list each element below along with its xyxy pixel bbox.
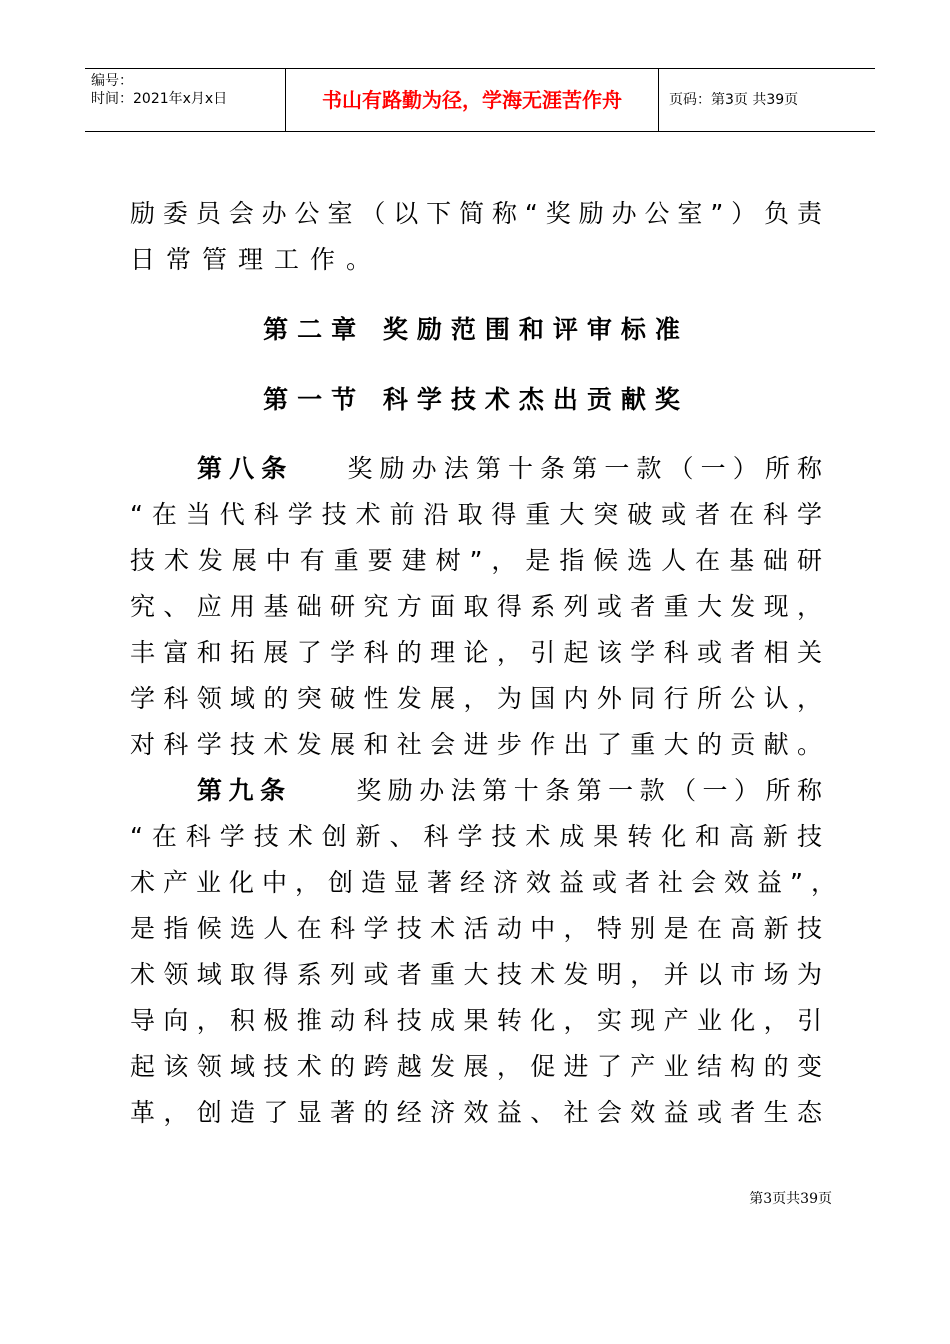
page-footer: 第3页共39页 [749,1191,832,1207]
paragraph-line: “在当代科学技术前沿取得重大突破或者在科学 [130,500,822,529]
header-page-info: 页码：第3页 共39页 [669,92,799,108]
paragraph-line: “在科学技术创新、科学技术成果转化和高新技 [130,822,822,851]
paragraph-line: 励委员会办公室（以下简称“奖励办公室”）负责 [130,199,822,228]
paragraph-line: 术领域取得系列或者重大技术发明，并以市场为 [130,960,822,989]
chapter-title: 第二章 奖励范围和评审标准 [263,315,689,344]
document-number-label: 编号： [91,73,133,89]
paragraph-line: 技术发展中有重要建树”，是指候选人在基础研 [130,546,822,575]
paragraph-line: 术产业化中，创造显著经济效益或者社会效益”， [130,868,836,897]
paragraph-line: 日常管理工作。 [130,245,383,274]
paragraph-line: 学科领域的突破性发展，为国内外同行所公认， [130,684,822,713]
paragraph-line: 丰富和拓展了学科的理论，引起该学科或者相关 [130,638,822,667]
paragraph-line: 是指候选人在科学技术活动中，特别是在高新技 [130,914,822,943]
article-label: 第八条 [197,454,294,483]
article-text: 奖励办法第十条第一款（一）所称 [347,454,822,483]
article-text: 奖励办法第十条第一款（一）所称 [356,776,822,805]
header-divider [658,69,659,131]
article-first-line [130,446,822,492]
article-first-line [130,768,822,814]
article-9 [130,768,836,1136]
paragraph-line: 对科学技术发展和社会进步作出了重大的贡献。 [130,730,822,759]
document-date: 时间：2021年x月x日 [91,91,228,107]
paragraph-line: 导向，积极推动科技成果转化，实现产业化，引 [130,1006,822,1035]
page-header [85,68,875,132]
intro-paragraph [130,191,822,283]
article-8 [130,446,822,768]
paragraph-line: 究、应用基础研究方面取得系列或者重大发现， [130,592,822,621]
paragraph-line: 革，创造了显著的经济效益、社会效益或者生态 [130,1098,822,1127]
article-label: 第九条 [197,776,292,805]
paragraph-line: 起该领域技术的跨越发展，促进了产业结构的变 [130,1052,822,1081]
section-title: 第一节 科学技术杰出贡献奖 [263,385,689,414]
header-motto: 书山有路勤为径，学海无涯苦作舟 [322,88,622,112]
header-meta [91,72,286,108]
